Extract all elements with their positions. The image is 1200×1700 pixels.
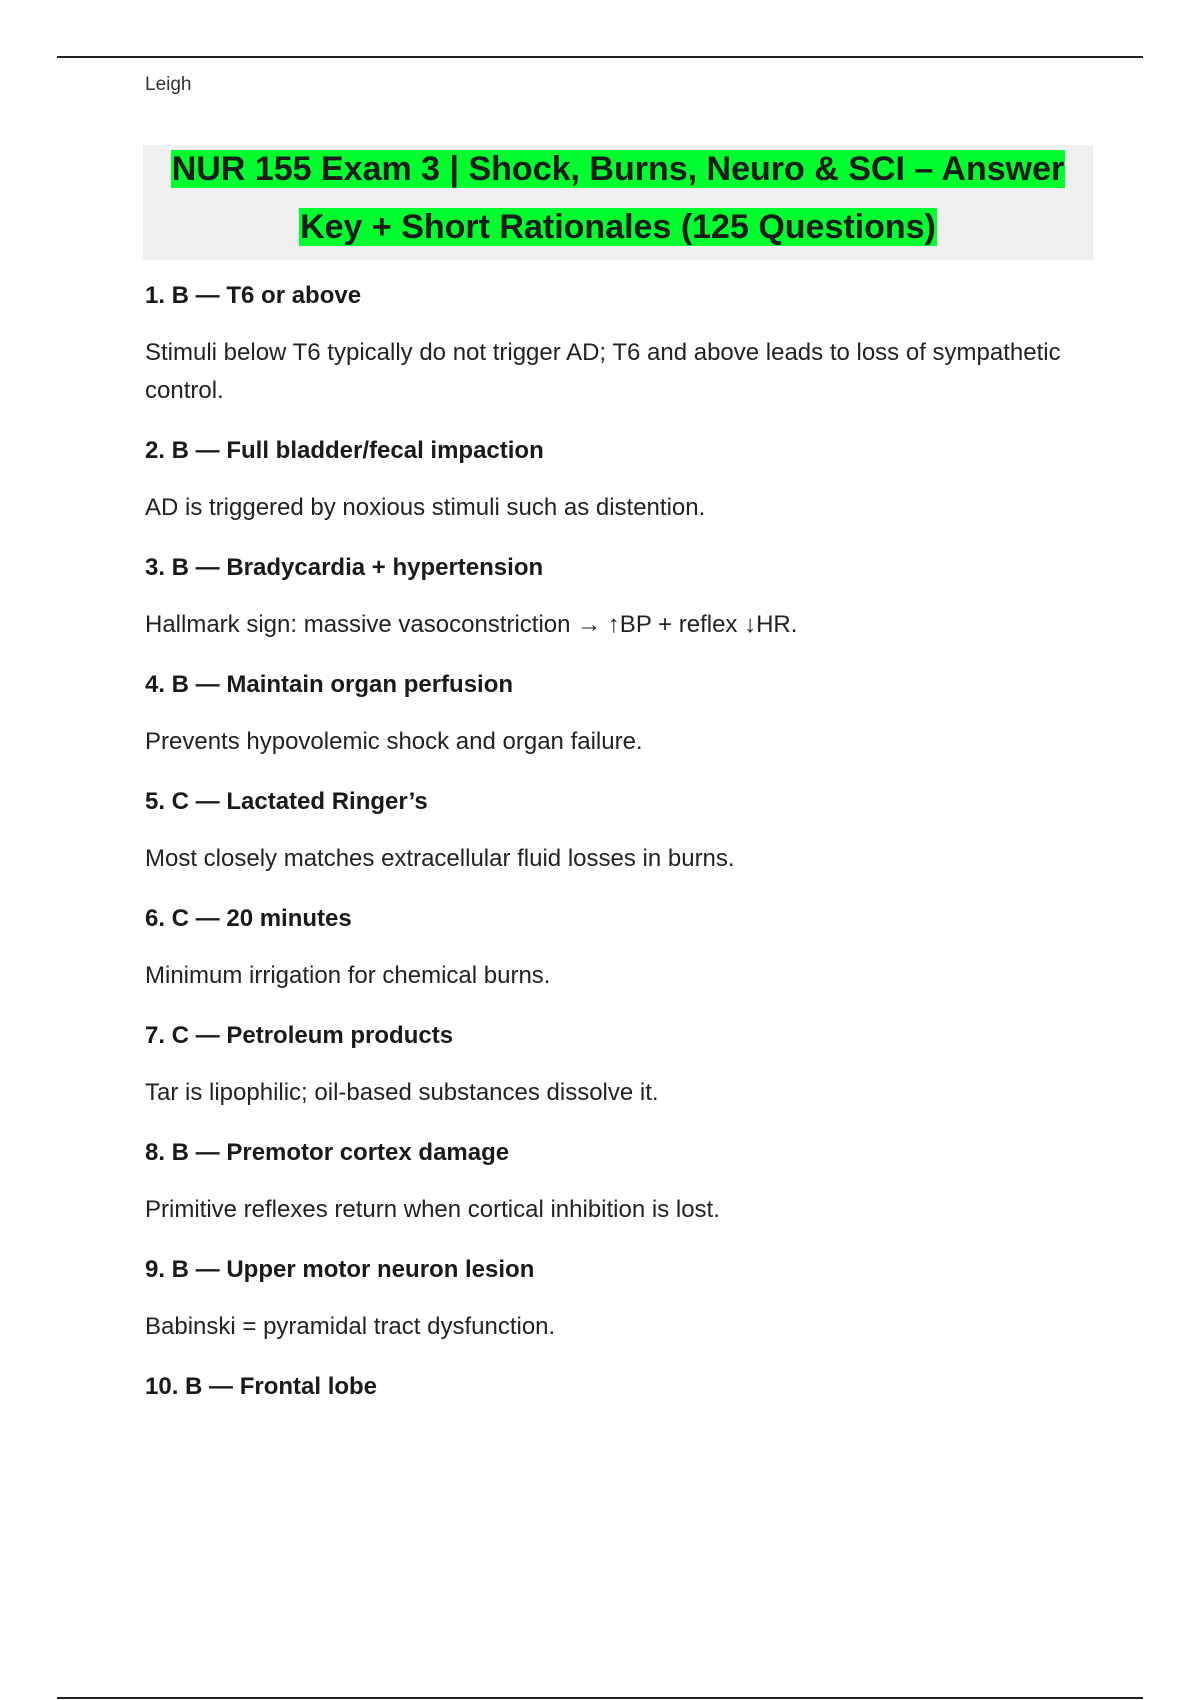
title-line-2	[143, 206, 1093, 248]
rationale-8: Primitive reflexes return when cortical inhibition is lost.	[145, 1196, 720, 1223]
header-rule	[57, 56, 1143, 58]
rationale-9: Babinski = pyramidal tract dysfunction.	[145, 1313, 556, 1340]
header-author: Leigh	[145, 74, 192, 95]
answer-1: 1. B — T6 or above	[145, 282, 362, 309]
answer-10: 10. B — Frontal lobe	[145, 1373, 378, 1400]
answer-9: 9. B — Upper motor neuron lesion	[145, 1256, 535, 1283]
rationale-3: Hallmark sign: massive vasoconstriction → ↑BP + reflex ↓HR.	[145, 611, 798, 638]
rationale-2: AD is triggered by noxious stimuli such as distention.	[145, 494, 706, 521]
answer-6: 6. C — 20 minutes	[145, 905, 352, 932]
title-line-2-text: Key + Short Rationales (125 Questions)	[300, 208, 936, 246]
rationale-5: Most closely matches extracellular fluid losses in burns.	[145, 845, 735, 872]
title-line-1	[143, 148, 1093, 190]
title-line-1-text: NUR 155 Exam 3 | Shock, Burns, Neuro & SCI – Answer	[171, 150, 1065, 188]
rationale-6: Minimum irrigation for chemical burns.	[145, 962, 551, 989]
rationale-1: Stimuli below T6 typically do not trigger AD; T6 and above leads to loss of sympathetic control.	[145, 339, 1061, 404]
document-title	[143, 145, 1093, 260]
rationale-4: Prevents hypovolemic shock and organ failure.	[145, 728, 643, 755]
answer-5: 5. C — Lactated Ringer’s	[145, 788, 428, 815]
footer-rule	[57, 1697, 1143, 1699]
rationale-7: Tar is lipophilic; oil-based substances dissolve it.	[145, 1079, 659, 1106]
answer-2: 2. B — Full bladder/fecal impaction	[145, 437, 544, 464]
answer-8: 8. B — Premotor cortex damage	[145, 1139, 510, 1166]
answer-7: 7. C — Petroleum products	[145, 1022, 454, 1049]
answer-4: 4. B — Maintain organ perfusion	[145, 671, 514, 698]
answer-3: 3. B — Bradycardia + hypertension	[145, 554, 544, 581]
answer-list	[145, 276, 1100, 1407]
